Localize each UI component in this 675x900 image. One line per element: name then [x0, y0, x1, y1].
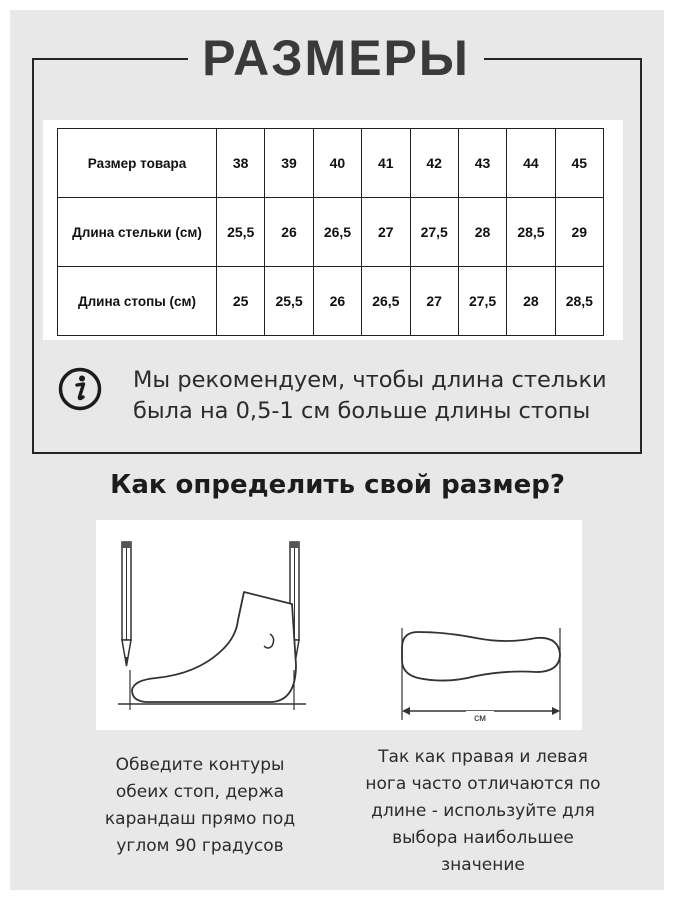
recommendation-text	[133, 365, 613, 427]
table-cell: 28	[507, 267, 555, 336]
table-cell: 26	[313, 267, 361, 336]
table-cell: 39	[265, 129, 313, 198]
size-table	[57, 128, 604, 336]
caption-line: карандаш прямо под	[104, 809, 296, 829]
pencil-icon	[122, 542, 131, 666]
caption-line: выбора наибольшее	[392, 828, 574, 848]
table-cell: 27	[410, 267, 458, 336]
info-icon	[58, 367, 102, 411]
caption-line: Так как правая и левая	[378, 747, 588, 767]
table-cell: 28,5	[555, 267, 603, 336]
caption-line: обеих стоп, держа	[115, 782, 285, 802]
measurement-illustration	[96, 520, 582, 730]
table-cell: 29	[555, 198, 603, 267]
recommendation-line: была на 0,5-1 см больше длины стопы	[133, 398, 591, 424]
measure-label: см	[474, 713, 486, 724]
table-cell: 26	[265, 198, 313, 267]
table-cell: 25,5	[217, 198, 265, 267]
table-cell: 43	[458, 129, 506, 198]
howto-title: Как определить свой размер?	[110, 470, 565, 500]
page-title: РАЗМЕРЫ	[202, 30, 470, 86]
table-row	[58, 129, 604, 198]
caption-line: углом 90 градусов	[116, 836, 284, 856]
table-cell: 41	[362, 129, 410, 198]
row-header: Размер товара	[58, 129, 217, 198]
table-cell: 44	[507, 129, 555, 198]
table-cell: 28	[458, 198, 506, 267]
caption-trace-feet	[96, 752, 304, 860]
table-cell: 26,5	[313, 198, 361, 267]
caption-choose-larger	[352, 744, 614, 879]
table-cell: 27	[362, 198, 410, 267]
row-header: Длина стельки (см)	[58, 198, 217, 267]
table-cell: 27,5	[410, 198, 458, 267]
table-cell: 25,5	[265, 267, 313, 336]
frame-divider-right	[484, 58, 640, 60]
table-cell: 28,5	[507, 198, 555, 267]
caption-line: нога часто отличаются по	[365, 774, 601, 794]
table-row	[58, 267, 604, 336]
caption-line: значение	[441, 855, 525, 875]
table-cell: 25	[217, 267, 265, 336]
caption-line: длине - используйте для	[371, 801, 595, 821]
caption-line: Обведите контуры	[115, 755, 285, 775]
row-header: Длина стопы (см)	[58, 267, 217, 336]
table-cell: 45	[555, 129, 603, 198]
table-row	[58, 198, 604, 267]
table-cell: 26,5	[362, 267, 410, 336]
frame-divider-left	[32, 58, 188, 60]
table-cell: 38	[217, 129, 265, 198]
recommendation-line: Мы рекомендуем, чтобы длина стельки	[133, 367, 607, 393]
table-cell: 27,5	[458, 267, 506, 336]
table-cell: 40	[313, 129, 361, 198]
footprint-icon	[402, 632, 560, 681]
table-cell: 42	[410, 129, 458, 198]
